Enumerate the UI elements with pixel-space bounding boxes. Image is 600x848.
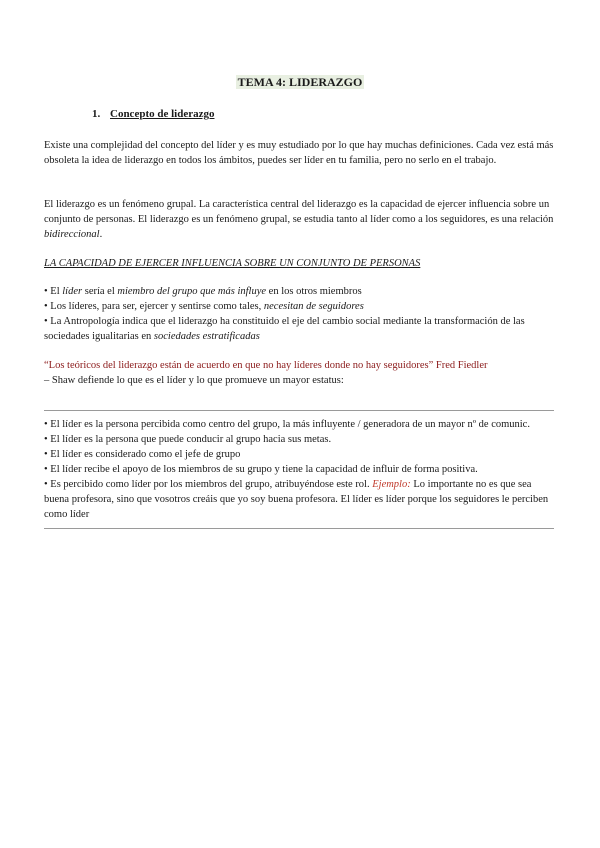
definition-text: El liderazgo es un fenómeno grupal. La característica central del liderazgo es la capacidad de ejercer influencia sobre un conjunto de personas. El liderazgo es un fenómeno grupal, se estudia tanto al líder como a los seguidores, es una relación	[44, 199, 554, 225]
definition-paragraph	[44, 197, 559, 242]
subheading	[44, 256, 559, 271]
list-item: • El líder es la persona percibida como centro del grupo, la más influyente / generadora de un mayor nº de comunic.	[44, 419, 530, 430]
list-item	[44, 284, 559, 299]
list-item	[44, 299, 559, 314]
bullet-emphasis: sociedades estratificadas	[153, 331, 260, 342]
bullet-text: Lo importante no es que sea buena profesora, sino que vosotros creáis que yo soy buena profesora. El líder es líder porque los seguidores le perciben como líder	[44, 479, 549, 520]
document-title-text: TEMA 4: LIDERAZGO	[237, 75, 363, 89]
definition-emphasis: bidireccional	[44, 229, 100, 240]
divider-bottom	[44, 528, 554, 529]
quote-block	[44, 358, 559, 388]
example-label: Ejemplo:	[372, 479, 411, 490]
section-heading	[92, 107, 214, 122]
bullet-list-1	[44, 284, 559, 344]
bullet-emphasis: líder	[62, 286, 83, 297]
fiedler-quote: “Los teóricos del liderazgo están de acuerdo en que no hay líderes donde no hay seguidores” Fred Fiedler	[44, 360, 488, 371]
bullet-emphasis: miembro del grupo que más influye	[117, 286, 267, 297]
bullet-text: • Los líderes, para ser, ejercer y sentirse como tales,	[44, 301, 264, 312]
bullet-text: • Es percibido como líder por los miembros del grupo, atribuyéndose este rol.	[44, 479, 373, 490]
intro-paragraph	[44, 138, 559, 168]
bullet-emphasis: necesitan de seguidores	[263, 301, 364, 312]
subheading-text: LA CAPACIDAD DE EJERCER INFLUENCIA SOBRE UN CONJUNTO DE PERSONAS	[44, 258, 421, 269]
section-number: 1.	[92, 108, 101, 120]
list-item	[44, 477, 559, 522]
document-title	[0, 74, 600, 90]
list-item: • El líder es la persona que puede conducir al grupo hacia sus metas.	[44, 434, 332, 445]
intro-paragraph-text: Existe una complejidad del concepto del líder y es muy estudiado por lo que hay muchas definiciones. Cada vez está más obsoleta la idea de liderazgo en todos los ámbitos, puedes ser líder en tu familia, pero no serlo en el trabajo.	[44, 140, 554, 166]
bullet-list-2	[44, 417, 559, 522]
bullet-text: • La Antropología indica que el liderazgo ha constituido el eje del cambio social mediante la transformación de las sociedades igualitarias en	[44, 316, 525, 342]
definition-end: .	[99, 229, 103, 240]
list-item	[44, 314, 559, 344]
bullet-text: en los otros miembros	[266, 286, 362, 297]
shaw-line: – Shaw defiende lo que es el líder y lo que promueve un mayor estatus:	[44, 375, 344, 386]
list-item: • El líder es considerado como el jefe de grupo	[44, 449, 241, 460]
bullet-text: sería el	[82, 286, 118, 297]
section-title: Concepto de liderazgo	[110, 108, 215, 120]
divider-top	[44, 410, 554, 411]
bullet-text: • El	[44, 286, 63, 297]
list-item: • El líder recibe el apoyo de los miembros de su grupo y tiene la capacidad de influir de forma positiva.	[44, 464, 478, 475]
